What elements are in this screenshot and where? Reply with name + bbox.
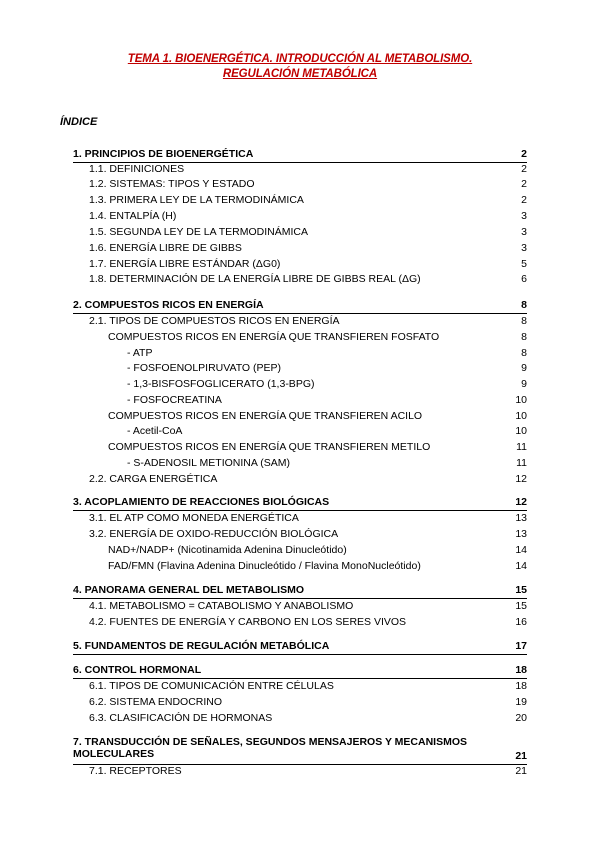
section-divider [73,313,527,314]
toc-entry[interactable] [0,272,600,287]
section-divider [73,510,527,511]
toc-entry-label: - 1,3-BISFOSFOGLICERATO (1,3-BPG) [127,378,315,390]
toc-entry[interactable] [0,193,600,208]
toc-entry-label: 6.1. TIPOS DE COMUNICACIÓN ENTRE CÉLULAS [89,680,334,692]
toc-entry[interactable] [0,711,600,726]
toc-entry-label: 7. TRANSDUCCIÓN DE SEÑALES, SEGUNDOS MENSAJEROS Y MECANISMOS MOLECULARES [73,736,468,760]
toc-entry[interactable] [0,225,600,240]
toc-entry-label: 1.7. ENERGÍA LIBRE ESTÁNDAR (ΔG0) [89,258,281,270]
toc-entry[interactable] [0,162,600,177]
toc-entry-page: 9 [521,378,527,390]
toc-entry-page: 8 [521,299,527,311]
toc-entry-page: 19 [515,696,527,708]
toc-entry-page: 11 [516,441,527,453]
toc-entry[interactable] [0,298,600,313]
toc-entry-page: 3 [521,242,527,254]
toc-entry-label: 1.6. ENERGÍA LIBRE DE GIBBS [89,242,242,254]
toc-entry[interactable] [0,527,600,542]
toc-entry-page: 2 [521,163,527,175]
toc-entry-label: 1.2. SISTEMAS: TIPOS Y ESTADO [89,178,255,190]
toc-entry[interactable] [0,583,600,598]
toc-entry-label: 1.1. DEFINICIONES [89,163,185,175]
toc-entry[interactable] [0,330,600,345]
toc-entry-label: COMPUESTOS RICOS EN ENERGÍA QUE TRANSFIEREN FOSFATO [108,331,440,343]
toc-entry-label: 7.1. RECEPTORES [89,765,182,777]
toc-entry-label: 1.3. PRIMERA LEY DE LA TERMODINÁMICA [89,194,304,206]
toc-entry-page: 18 [515,680,527,692]
toc-entry-page: 20 [515,712,527,724]
toc-entry[interactable] [0,314,600,329]
toc-entry-label: 4.1. METABOLISMO = CATABOLISMO Y ANABOLISMO [89,600,354,612]
toc-entry-label: NAD+/NADP+ (Nicotinamida Adenina Dinucleótido) [108,544,347,556]
toc-entry-label: - Acetil-CoA [127,425,183,437]
toc-entry[interactable] [0,679,600,694]
toc-entry[interactable] [0,209,600,224]
toc-entry[interactable] [0,559,600,574]
toc-entry[interactable] [0,663,600,678]
toc-entry-label: 2.1. TIPOS DE COMPUESTOS RICOS EN ENERGÍA [89,315,340,327]
toc-entry-page: 15 [515,584,527,596]
toc-entry-page: 17 [515,640,527,652]
toc-entry-page: 10 [515,394,527,406]
toc-entry[interactable] [0,639,600,654]
document-title [0,52,600,82]
toc-entry-label: COMPUESTOS RICOS EN ENERGÍA QUE TRANSFIEREN ACILO [108,410,423,422]
toc-entry-page: 6 [521,273,527,285]
toc-entry-page: 2 [521,148,527,160]
toc-entry-page: 21 [515,750,527,762]
toc-entry-label: 1.5. SEGUNDA LEY DE LA TERMODINÁMICA [89,226,309,238]
toc-entry-label: 2.2. CARGA ENERGÉTICA [89,473,218,485]
toc-entry-page: 12 [515,496,527,508]
toc-entry-label: COMPUESTOS RICOS EN ENERGÍA QUE TRANSFIEREN METILO [108,441,431,453]
toc-entry[interactable] [0,440,600,455]
toc-entry[interactable] [0,409,600,424]
toc-entry-label: 5. FUNDAMENTOS DE REGULACIÓN METABÓLICA [73,640,330,652]
toc-entry[interactable] [0,472,600,487]
toc-entry[interactable] [0,393,600,408]
toc-entry-label: 3.2. ENERGÍA DE OXIDO-REDUCCIÓN BIOLÓGICA [89,528,339,540]
toc-entry[interactable] [0,511,600,526]
toc-entry[interactable] [0,346,600,361]
toc-entry[interactable] [0,424,600,439]
toc-entry-label: 3.1. EL ATP COMO MONEDA ENERGÉTICA [89,512,299,524]
toc-entry-page: 9 [521,362,527,374]
toc-entry-page: 14 [515,560,527,572]
toc-entry[interactable] [0,241,600,256]
toc-entry-page: 8 [521,347,527,359]
toc-entry[interactable] [0,695,600,710]
toc-entry-page: 21 [515,765,527,777]
toc-entry[interactable] [0,736,600,762]
toc-entry-label: 6.3. CLASIFICACIÓN DE HORMONAS [89,712,273,724]
toc-entry-page: 18 [515,664,527,676]
toc-entry[interactable] [0,456,600,471]
toc-entry-page: 13 [515,528,527,540]
section-divider [73,654,527,655]
toc-entry-page: 5 [521,258,527,270]
toc-entry[interactable] [0,257,600,272]
toc-entry-page: 12 [515,473,527,485]
toc-entry-label: 2. COMPUESTOS RICOS EN ENERGÍA [73,299,264,311]
toc-entry[interactable] [0,495,600,510]
toc-entry[interactable] [0,764,600,779]
toc-entry-label: 1.4. ENTALPÍA (H) [89,210,177,222]
toc-entry-label: 4. PANORAMA GENERAL DEL METABOLISMO [73,584,305,596]
toc-entry-label: 3. ACOPLAMIENTO DE REACCIONES BIOLÓGICAS [73,496,330,508]
toc-entry-label: 4.2. FUENTES DE ENERGÍA Y CARBONO EN LOS SERES VIVOS [89,616,407,628]
index-heading: ÍNDICE [60,116,98,128]
section-divider [73,764,527,765]
toc-entry[interactable] [0,147,600,162]
toc-entry-label: 1.8. DETERMINACIÓN DE LA ENERGÍA LIBRE DE GIBBS REAL (ΔG) [89,273,421,285]
toc-entry-page: 3 [521,210,527,222]
toc-entry-label: - ATP [127,347,153,359]
toc-entry-label: 6.2. SISTEMA ENDOCRINO [89,696,223,708]
toc-entry-page: 2 [521,194,527,206]
toc-entry-label: - FOSFOENOLPIRUVATO (PEP) [127,362,282,374]
toc-entry[interactable] [0,361,600,376]
toc-entry-page: 10 [515,410,527,422]
toc-entry-page: 10 [515,425,527,437]
toc-entry-label: FAD/FMN (Flavina Adenina Dinucleótido / Flavina MonoNucleótido) [108,560,421,572]
section-divider [73,598,527,599]
toc-entry-page: 15 [515,600,527,612]
toc-entry-page: 16 [515,616,527,628]
toc-entry[interactable] [0,615,600,630]
toc-entry-label: - FOSFOCREATINA [127,394,222,406]
toc-entry-page: 8 [521,331,527,343]
toc-entry[interactable] [0,543,600,558]
toc-entry-page: 11 [516,457,527,469]
toc-entry-page: 2 [521,178,527,190]
section-divider [73,162,527,163]
toc-entry-page: 13 [515,512,527,524]
toc-entry[interactable] [0,377,600,392]
title-line-1: TEMA 1. BIOENERGÉTICA. INTRODUCCIÓN AL METABOLISMO. [127,53,473,65]
toc-entry-label: - S-ADENOSIL METIONINA (SAM) [127,457,290,469]
toc-entry[interactable] [0,599,600,614]
toc-entry[interactable] [0,177,600,192]
toc-entry-page: 3 [521,226,527,238]
section-divider [73,678,527,679]
toc-entry-page: 8 [521,315,527,327]
toc-entry-page: 14 [515,544,527,556]
toc-entry-label: 6. CONTROL HORMONAL [73,664,202,676]
toc-entry-label: 1. PRINCIPIOS DE BIOENERGÉTICA [73,148,254,160]
title-line-2: REGULACIÓN METABÓLICA [222,68,378,80]
